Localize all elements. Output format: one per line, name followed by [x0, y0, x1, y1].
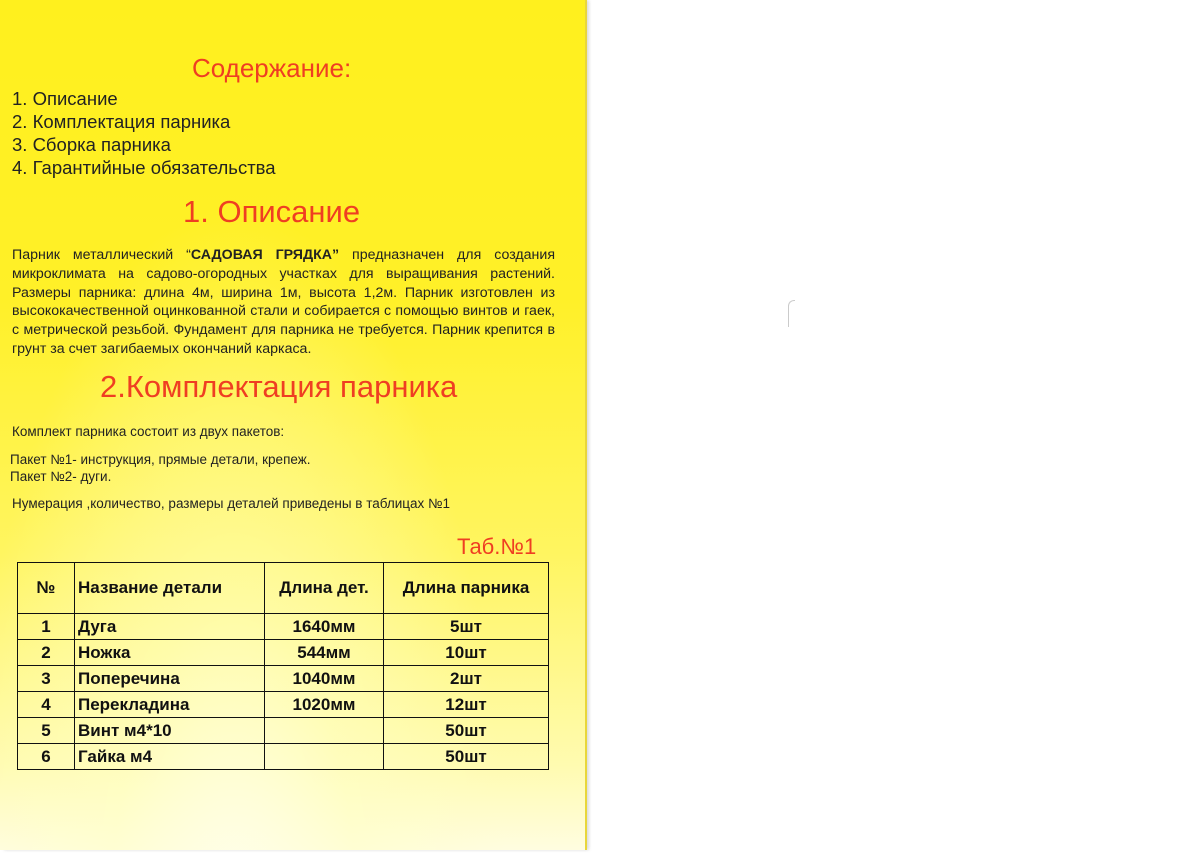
- description-text-rest: предназначен для создания микроклимата на садово-огородных участках для выращивания растений. Размеры парника: длина 4м, ширина 1м, высота 1,2м. Парник изготовлен из высококачественной оцинкованной стали и собирается с помощью винтов и гаек, с метрической резьбой. Фундамент для парника не требуется. Парник крепится в грунт за счет загибаемых окончаний каркаса.: [12, 247, 556, 357]
- row-quantity: 5шт: [384, 614, 549, 640]
- table-note: Нумерация ,количество, размеры деталей приведены в таблицах №1: [12, 496, 451, 511]
- header-greenhouse-length: Длина парника: [384, 563, 549, 614]
- table-row: [18, 640, 549, 666]
- row-part-length: 1040мм: [265, 666, 384, 692]
- description-text-start: Парник металлический “: [12, 247, 191, 263]
- table-row: [18, 692, 549, 718]
- description-paragraph: [12, 246, 555, 359]
- row-part-length: [265, 744, 384, 770]
- row-part-name: Перекладина: [75, 692, 265, 718]
- table-label: Таб.№1: [457, 534, 537, 559]
- row-quantity: 50шт: [384, 744, 549, 770]
- table-row: [18, 718, 549, 744]
- row-quantity: 2шт: [384, 666, 549, 692]
- row-part-name: Дуга: [75, 614, 265, 640]
- row-part-length: [265, 718, 384, 744]
- row-number: 3: [18, 666, 75, 692]
- toc-title: Содержание:: [192, 53, 352, 83]
- toc-item-4: 4. Гарантийные обязательства: [12, 157, 276, 178]
- header-part-length: Длина дет.: [265, 563, 384, 614]
- header-number: №: [18, 563, 75, 614]
- toc-item-1: 1. Описание: [12, 88, 118, 109]
- table-row: [18, 666, 549, 692]
- row-number: 1: [18, 614, 75, 640]
- row-quantity: 12шт: [384, 692, 549, 718]
- table-row: [18, 744, 549, 770]
- header-part-name: Название детали: [75, 563, 265, 614]
- row-part-length: 1020мм: [265, 692, 384, 718]
- row-part-name: Гайка м4: [75, 744, 265, 770]
- section1-title: 1. Описание: [183, 194, 361, 229]
- row-number: 4: [18, 692, 75, 718]
- row-part-name: Поперечина: [75, 666, 265, 692]
- row-part-length: 544мм: [265, 640, 384, 666]
- kit-intro: Комплект парника состоит из двух пакетов:: [12, 424, 285, 439]
- package-2: Пакет №2- дуги.: [10, 469, 112, 484]
- row-part-name: Винт м4*10: [75, 718, 265, 744]
- row-quantity: 10шт: [384, 640, 549, 666]
- row-part-name: Ножка: [75, 640, 265, 666]
- scan-mark: [788, 300, 795, 327]
- brand-name: САДОВАЯ ГРЯДКА”: [190, 247, 340, 263]
- instruction-sheet: [0, 0, 585, 850]
- table-header-row: [18, 563, 549, 614]
- package-1: Пакет №1- инструкция, прямые детали, крепеж.: [10, 452, 311, 467]
- parts-table: [17, 562, 549, 770]
- toc-item-3: 3. Сборка парника: [12, 134, 171, 155]
- row-part-length: 1640мм: [265, 614, 384, 640]
- row-quantity: 50шт: [384, 718, 549, 744]
- row-number: 5: [18, 718, 75, 744]
- section2-title: 2.Комплектация парника: [100, 369, 458, 404]
- toc-item-2: 2. Комплектация парника: [12, 111, 231, 132]
- row-number: 6: [18, 744, 75, 770]
- table-row: [18, 614, 549, 640]
- row-number: 2: [18, 640, 75, 666]
